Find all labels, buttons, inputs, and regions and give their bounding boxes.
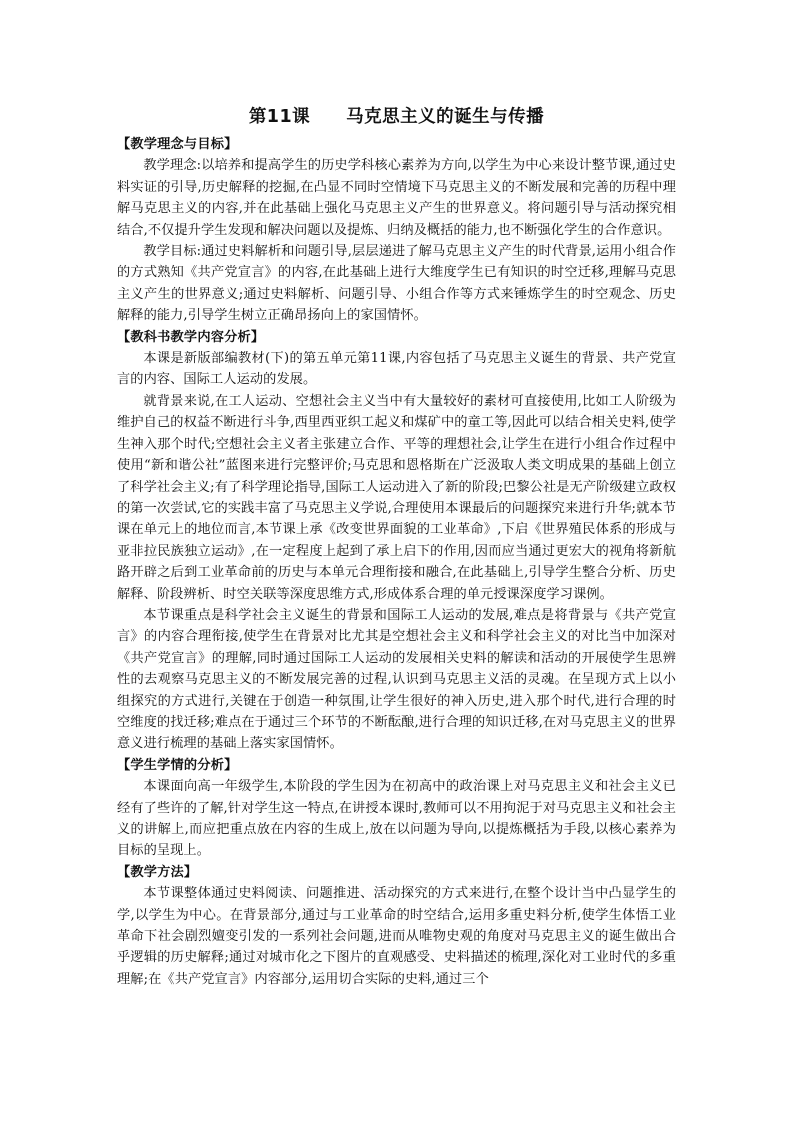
paragraph: 本节课整体通过史料阅读、问题推进、活动探究的方式来进行,在整个设计当中凸显学生的学,以学生为中心。在背景部分,通过与工业革命的时空结合,运用多重史料分析,使学生体悟工业革命下社会剧烈嬗变引发的一系列社会问题,进而从唯物史观的角度对马克思主义的诞生做出合乎逻辑的历史解释;通过对城市化之下图片的直观感受、史料描述的梳理,深化对工业时代的多重理解;在《共产党宣言》内容部分,运用切合实际的史料,通过三个 (117, 886, 676, 987)
section-teaching-methods (117, 862, 676, 990)
paragraph: 本课面向高一年级学生,本阶段的学生因为在初高中的政治课上对马克思主义和社会主义已经有了些许的了解,针对学生这一特点,在讲授本课时,教师可以不用拘泥于对马克思主义和社会主义的讲解上,而应把重点放在内容的生成上,放在以问题为导向,以提炼概括为手段,以核心素养为目标的呈现上。 (117, 779, 676, 859)
paragraph: 教学理念:以培养和提高学生的历史学科核心素养为方向,以学生为中心来设计整节课,通过史料实证的引导,历史解释的挖掘,在凸显不同时空情境下马克思主义的不断发展和完善的历程中理解马克思主义的内容,并在此基础上强化马克思主义产生的世界意义。将问题引导与活动探究相结合,不仅提升学生发现和解决问题以及提炼、归纳及概括的能力,也不断强化学生的合作意识。 (117, 158, 676, 238)
section-student-analysis (117, 755, 676, 862)
section-heading: 【教学方法】 (117, 864, 198, 880)
document-page (117, 104, 676, 990)
paragraph: 本课是新版部编教材(下)的第五单元第11课,内容包括了马克思主义诞生的背景、共产党宣言的内容、国际工人运动的发展。 (117, 351, 676, 388)
paragraph: 本节课重点是科学社会主义诞生的背景和国际工人运动的发展,难点是将背景与《共产党宣言》的内容合理衔接,使学生在背景对比尤其是空想社会主义和科学社会主义的对比当中加深对《共产党宣言》的理解,同时通过国际工人运动的发展相关史料的解读和活动的开展使学生思辨性的去观察马克思主义的不断发展完善的过程,认识到马克思主义活的灵魂。在呈现方式上以小组探究的方式进行,关键在于创造一种氛围,让学生很好的神入历史,进入那个时代,进行合理的时空维度的找迁移;难点在于通过三个环节的不断酝酿,进行合理的知识迁移,在对马克思主义的世界意义进行梳理的基础上落实家国情怀。 (117, 607, 676, 752)
section-teaching-philosophy (117, 134, 676, 327)
lesson-number: 第11课 (248, 107, 311, 127)
section-textbook-analysis (117, 327, 676, 755)
paragraph: 教学目标:通过史料解析和问题引导,层层递进了解马克思主义产生的时代背景,运用小组合作的方式熟知《共产党宣言》的内容,在此基础上进行大维度学生已有知识的时空迁移,理解马克思主义产生的世界意义;通过史料解析、问题引导、小组合作等方式来锤炼学生的时空观念、历史解释的能力,引导学生树立正确昂扬向上的家国情怀。 (117, 244, 676, 324)
document-title (117, 104, 676, 130)
paragraph: 就背景来说,在工人运动、空想社会主义当中有大量较好的素材可直接使用,比如工人阶级为维护自己的权益不断进行斗争,西里西亚织工起义和煤矿中的童工等,因此可以结合相关史料,使学生神入那个时代;空想社会主义者主张建立合作、平等的理想社会,让学生在进行小组合作过程中使用“新和谐公社”蓝图来进行完整评价;马克思和恩格斯在广泛汲取人类文明成果的基础上创立了科学社会主义;有了科学理论指导,国际工人运动进入了新的阶段;巴黎公社是无产阶级建立政权的第一次尝试,它的实践丰富了马克思主义学说,合理使用本课最后的问题探究来进行升华;就本节课在单元上的地位而言,本节课上承《改变世界面貌的工业革命》,下启《世界殖民体系的形成与亚非拉民族独立运动》,在一定程度上起到了承上启下的作用,因而应当通过更宏大的视角将新航路开辟之后到工业革命前的历史与本单元合理衔接和融合,在此基础上,引导学生整合分析、历史解释、阶段辨析、时空关联等深度思维方式,形成体系合理的单元授课深度学习课例。 (117, 393, 676, 602)
section-heading: 【学生学情的分析】 (117, 757, 238, 773)
section-heading: 【教科书教学内容分析】 (117, 329, 265, 345)
section-heading: 【教学理念与目标】 (117, 137, 238, 152)
lesson-name: 马克思主义的诞生与传播 (346, 107, 545, 127)
